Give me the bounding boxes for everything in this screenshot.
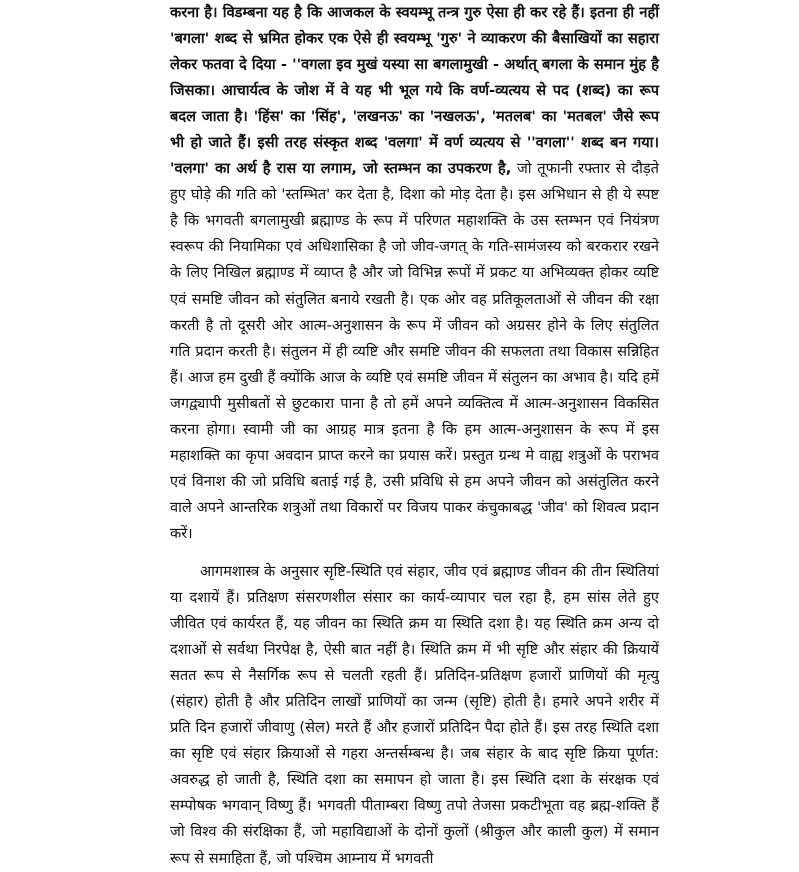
paragraph-agamashastra bbox=[170, 559, 659, 872]
normal-passage: आगमशास्त्र के अनुसार सृष्टि-स्थिति एवं संहार, जीव एवं ब्रह्माण्ड जीवन की तीन स्थितियां या दशायें हैं। प्रतिक्षण संसरणशील संसार का कार्य-व्यापार चल रहा है, हम सांस लेते हुए जीवित एवं कार्यरत हैं, यह जीवन का स्थिति क्रम या स्थिति दशा है। यह स्थिति क्रम अन्य दो दशाओं से सर्वथा निरपेक्ष है, ऐसी बात नहीं है। स्थिति क्रम में भी सृष्टि और संहार की क्रियायें सतत रूप से नैसर्गिक रूप से चलती रहती हैं। प्रतिदिन-प्रतिक्षण हजारों प्राणियों की मृत्यु (संहार) होती है और प्रतिदिन लाखों प्राणियों का जन्म (सृष्टि) होती है। हमारे अपने शरीर में प्रति दिन हजारों जीवाणु (सेल) मरते हैं और हजारों प्रतिदिन पैदा होते हैं। इस तरह स्थिति दशा का सृष्टि एवं संहार क्रियाओं से गहरा अन्तर्सम्बन्ध है। जब संहार के बाद सृष्टि क्रिया पूर्णत: अवरुद्ध हो जाती है, स्थिति दशा का समापन हो जाता है। इस स्थिति दशा के संरक्षक एवं सम्पोषक भगवान् विष्णु हैं। भगवती पीताम्बरा विष्णु तपो तेजसा प्रकटीभूता वह ब्रह्म-शक्ति हैं जो विश्व की संरक्षिका हैं, जो महाविद्याओं के दोनों कुलों (श्रीकुल और काली कुल) में समान रूप से समाहिता हैं, जो पश्चिम आम्नाय में भगवती bbox=[170, 562, 659, 867]
bold-passage: करना है। विडम्बना यह है कि आजकल के स्वयम्भू तन्त्र गुरु ऐसा ही कर रहे हैं। इतना ही नहीं 'बगला' शब्द से भ्रमित होकर एक ऐसे ही स्वयम्भू 'गुरु' ने व्याकरण की बैसाखियों का सहारा लेकर फतवा दे दिया - ''वगला इव मुखं यस्या सा बगलामुखी - अर्थात् बगला के समान मुंह है जिसका। आचार्यत्व के जोश में वे यह भी भूल गये कि वर्ण-व्यत्यय से पद (शब्द) का रूप बदल जाता है। 'हिंस' का 'सिंह', 'लखनऊ' का 'नखलऊ', 'मतलब' का 'मतबल' जैसे रूप भी हो जाते हैं। इसी तरह संस्कृत शब्द 'वलगा' में वर्ण व्यत्यय से ''वगला'' शब्द बन गया। 'वलगा' का अर्थ है रास या लगाम, जो स्तम्भन का उपकरण है, bbox=[170, 4, 659, 178]
normal-passage: जो तूफानी रफ्तार से दौड़ते हुए घोड़े की गति को 'स्तम्भित' कर देता है, दिशा को मोड़ देता है। इस अभिधान से ही ये स्पष्ट है कि भगवती बगलामुखी ब्रह्माण्ड के रूप में परिणत महाशक्ति के उस स्तम्भन एवं नियंत्रण स्वरूप की नियामिका एवं अधिशासिका है जो जीव-जगत् के गति-सामंजस्य को बरकरार रखने के लिए निखिल ब्रह्माण्ड में व्याप्त है और जो विभिन्न रूपों में प्रकट या अभिव्यक्त होकर व्यष्टि एवं समष्टि जीवन को संतुलित बनाये रखती है। एक ओर वह प्रतिकूलताओं से जीवन की रक्षा करती है तो दूसरी ओर आत्म-अनुशासन के रूप में जीवन को अग्रसर होने के लिए संतुलित गति प्रदान करती है। संतुलन में ही व्यष्टि और समष्टि जीवन की सफलता तथा विकास सन्निहित हैं। आज हम दुखी हैं क्योंकि आज के व्यष्टि एवं समष्टि जीवन में संतुलन का अभाव है। यदि हमें जगद्व्यापी मुसीबतों से छुटकारा पाना है तो हमें अपने व्यक्तित्व में आत्म-अनुशासन विकसित करना होगा। स्वामी जी का आग्रह मात्र इतना है कि हम आत्म-अनुशासन के रूप में इस महाशक्ति का कृपा अवदान प्राप्त करने का प्रयास करें। प्रस्तुत ग्रन्थ मे वाह्य शत्रुओं के पराभव एवं विनाश की जो प्रविधि बताई गई है, उसी प्रविधि से हम अपने जीवन को असंतुलित करने वाले अपने आन्तरिक शत्रुओं तथा विकारों पर विजय पाकर कंचुकाबद्ध 'जीव' को शिवत्व प्रदान करें। bbox=[170, 160, 659, 542]
paragraph-bagalamukhi-meaning bbox=[170, 0, 659, 547]
